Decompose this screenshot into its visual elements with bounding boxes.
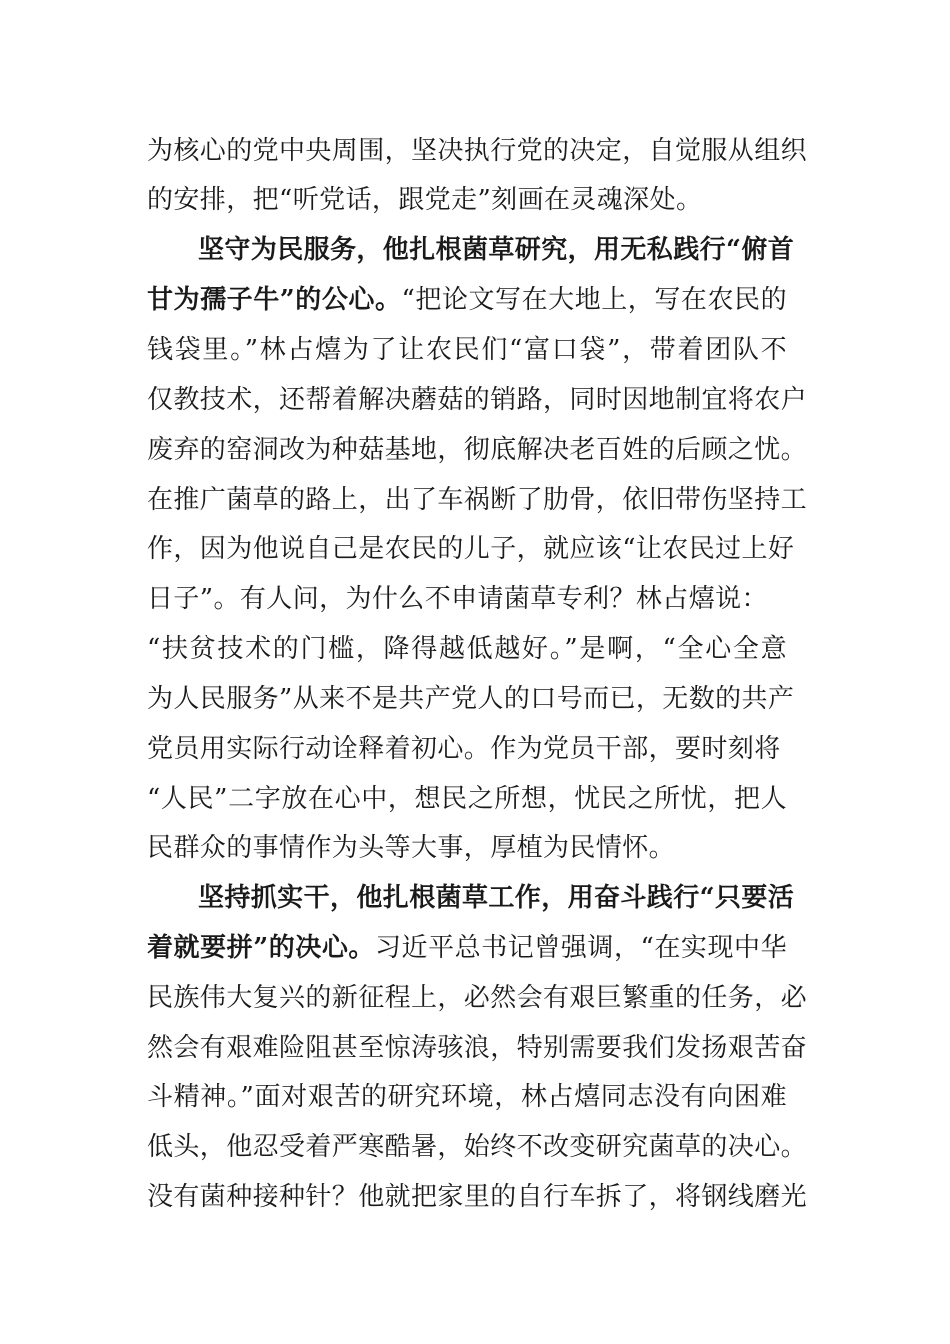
paragraph-2-line-2-text: “把论文写在大地上，写在农民的 <box>401 285 787 315</box>
paragraph-2-line-3: 钱袋里。”林占熺为了让农民们“富口袋”，带着团队不 <box>147 335 787 365</box>
paragraph-2-line-2 <box>147 280 787 320</box>
paragraph-3-line-2-text: 习近平总书记曾强调，“在实现中华 <box>374 933 787 963</box>
paragraph-3-line-4: 然会有艰难险阻甚至惊涛骇浪，特别需要我们发扬艰苦奋 <box>147 1033 808 1063</box>
paragraph-3-line-5: 斗精神。”面对艰苦的研究环境，林占熺同志没有向困难 <box>147 1082 787 1112</box>
paragraph-2-line-10: 为人民服务”从来不是共产党人的口号而已，无数的共产 <box>147 684 795 714</box>
paragraph-2-line-9: “扶贫技术的门槛，降得越低越好。”是啊，“全心全意 <box>147 634 787 664</box>
paragraph-3-line-3: 民族伟大复兴的新征程上，必然会有艰巨繁重的任务，必 <box>147 983 808 1013</box>
paragraph-2-line-6: 在推广菌草的路上，出了车祸断了肋骨，依旧带伤坚持工 <box>147 485 808 515</box>
paragraph-3-heading-line-1: 坚持抓实干，他扎根菌草工作，用奋斗践行“只要活 <box>198 883 795 913</box>
paragraph-2-heading-line-2: 甘为孺子牛”的公心。 <box>147 285 402 315</box>
paragraph-2-line-8: 日子”。有人问，为什么不申请菌草专利？林占熺说： <box>147 584 768 614</box>
paragraph-2-line-7: 作，因为他说自己是农民的儿子，就应该“让农民过上好 <box>147 534 795 564</box>
paragraph-1-line-2: 的安排，把“听党话，跟党走”刻画在灵魂深处。 <box>147 185 703 215</box>
paragraph-2-line-4: 仅教技术，还帮着解决蘑菇的销路，同时因地制宜将农户 <box>147 385 808 415</box>
paragraph-1-line-1: 为核心的党中央周围，坚决执行党的决定，自觉服从组织 <box>147 136 808 166</box>
paragraph-3-line-7: 没有菌种接种针？他就把家里的自行车拆了，将钢线磨光 <box>147 1182 808 1212</box>
paragraph-2-line-11: 党员用实际行动诠释着初心。作为党员干部，要时刻将 <box>147 734 781 764</box>
paragraph-3-heading-line-2: 着就要拼”的决心。 <box>147 933 375 963</box>
paragraph-2-line-13: 民群众的事情作为头等大事，厚植为民情怀。 <box>147 833 676 863</box>
paragraph-3-line-2 <box>147 928 787 968</box>
paragraph-2-line-12: “人民”二字放在心中，想民之所想，忧民之所忧，把人 <box>147 784 787 814</box>
paragraph-3-line-6: 低头，他忍受着严寒酷暑，始终不改变研究菌草的决心。 <box>147 1132 808 1162</box>
paragraph-2-line-5: 废弃的窑洞改为种菇基地，彻底解决老百姓的后顾之忧。 <box>147 435 808 465</box>
paragraph-2-heading-line-1: 坚守为民服务，他扎根菌草研究，用无私践行“俯首 <box>198 235 795 265</box>
